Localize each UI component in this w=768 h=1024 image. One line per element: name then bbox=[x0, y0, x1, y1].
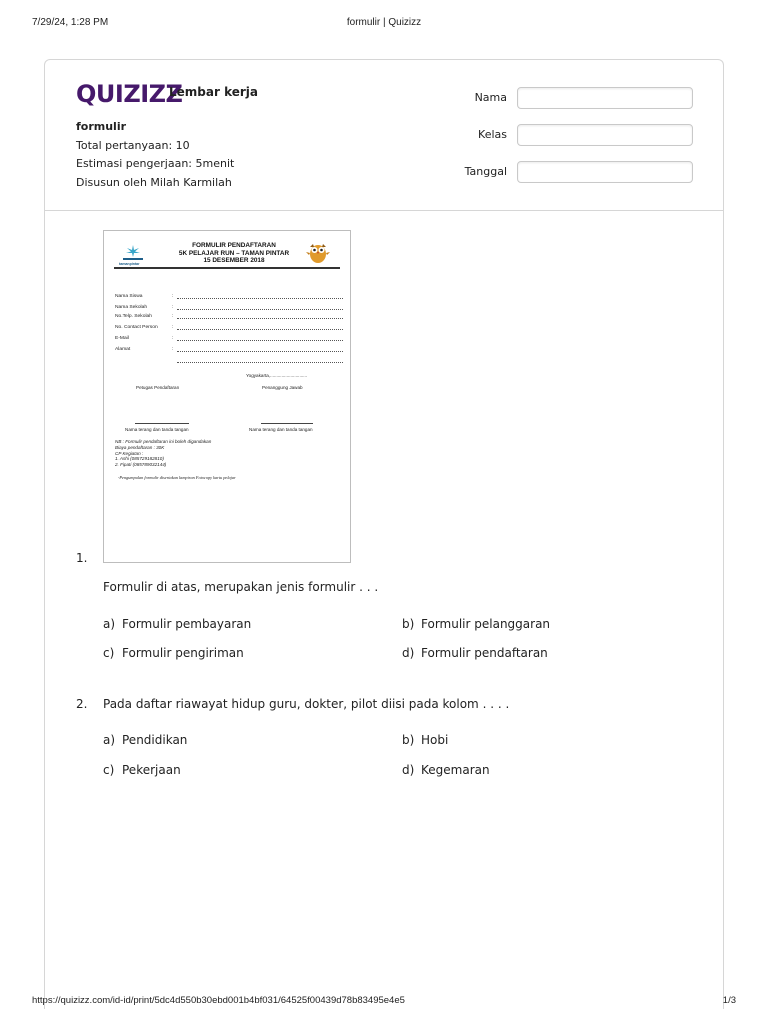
print-page-number: 1/3 bbox=[722, 995, 736, 1006]
question-1-option-d: d) Formulir pendaftaran bbox=[402, 646, 548, 660]
form-place-date: Yogyakarta,............................. bbox=[246, 373, 308, 378]
total-questions: Total pertanyaan: 10 bbox=[76, 138, 190, 152]
quizizz-logo: QUIZIZZ bbox=[76, 80, 183, 108]
class-field bbox=[445, 124, 695, 148]
question-1-option-b: b) Formulir pelanggaran bbox=[402, 617, 551, 631]
form-row: No.Telp. Sekolah : bbox=[115, 314, 343, 325]
name-field bbox=[445, 87, 695, 111]
question-1-number: 1. bbox=[76, 551, 88, 565]
question-1-option-a: a) Formulir pembayaran bbox=[103, 617, 252, 631]
form-left-sign-line bbox=[135, 423, 189, 424]
print-header bbox=[32, 17, 736, 31]
form-right-sign-line bbox=[261, 423, 313, 424]
name-input[interactable] bbox=[517, 87, 693, 109]
date-input[interactable] bbox=[517, 161, 693, 183]
form-row: No. Contact Person : bbox=[115, 325, 343, 336]
date-field bbox=[445, 161, 695, 185]
print-url: https://quizizz.com/id-id/print/5dc4d550b30ebd001b4bf031/64525f00439d78b83495e4e5 bbox=[32, 995, 405, 1006]
estimated-time: Estimasi pengerjaan: 5menit bbox=[76, 157, 235, 170]
taman-pintar-logo-text: tamanpintar bbox=[119, 262, 140, 266]
form-left-sign-title: Petugas Pendaftaran bbox=[136, 385, 180, 390]
question-2-text: Pada daftar riawayat hidup guru, dokter, pilot diisi pada kolom . . . . bbox=[103, 697, 510, 711]
question-1-option-c: c) Formulir pengiriman bbox=[103, 646, 244, 660]
form-footnote: -Pengumpulan formulir disertakan lampiran Fotocopy kartu pelajar bbox=[118, 475, 236, 480]
author: Disusun oleh Milah Karmilah bbox=[76, 175, 232, 189]
form-row: Nama Sekolah : bbox=[115, 305, 343, 314]
owl-mascot-icon bbox=[305, 239, 331, 265]
taman-pintar-logo-icon bbox=[122, 243, 144, 261]
worksheet-meta bbox=[76, 118, 234, 192]
form-right-sign-caption: Nama terang dan tanda tangan bbox=[249, 427, 313, 432]
form-notes: NB : Formulir pendaftaran ini boleh digandakan Biaya pendaftaran : 30K CP Kegiatan : 1. Ashi (085729182810) 2. Fipati (085789032144) bbox=[115, 439, 212, 468]
worksheet-label: Lembar kerja bbox=[169, 85, 258, 99]
form-title: FORMULIR PENDAFTARAN 5K PELAJAR RUN – TAMAN PINTAR 15 DESEMBER 2018 bbox=[178, 242, 290, 265]
worksheet-header bbox=[45, 60, 723, 211]
print-footer bbox=[32, 995, 736, 1009]
print-page-title: formulir | Quizizz bbox=[346, 17, 422, 28]
class-input[interactable] bbox=[517, 124, 693, 146]
question-2-number: 2. bbox=[76, 697, 88, 711]
worksheet-name: formulir bbox=[76, 120, 127, 133]
form-title-rule bbox=[114, 267, 340, 269]
worksheet-sheet bbox=[44, 59, 724, 1009]
question-2-option-c: c) Pekerjaan bbox=[103, 763, 181, 777]
date-label: Tanggal bbox=[464, 165, 507, 178]
question-2-option-a: a) Pendidikan bbox=[103, 733, 188, 747]
form-row: Nama Siswa : bbox=[115, 294, 343, 305]
form-row: E-Mail : bbox=[115, 336, 343, 347]
form-fields bbox=[115, 294, 343, 369]
registration-form-image bbox=[103, 230, 351, 563]
question-2-option-b: b) Hobi bbox=[402, 733, 449, 747]
class-label: Kelas bbox=[478, 128, 507, 141]
print-date: 7/29/24, 1:28 PM bbox=[32, 17, 109, 28]
form-row: Alamat : bbox=[115, 347, 343, 358]
name-label: Nama bbox=[474, 91, 507, 104]
form-right-sign-title: Penanggung Jawab bbox=[262, 385, 303, 390]
form-left-sign-caption: Nama terang dan tanda tangan bbox=[125, 427, 189, 432]
form-row-continuation bbox=[115, 358, 343, 369]
question-1-text: Formulir di atas, merupakan jenis formulir . . . bbox=[103, 580, 379, 594]
question-2-option-d: d) Kegemaran bbox=[402, 763, 490, 777]
